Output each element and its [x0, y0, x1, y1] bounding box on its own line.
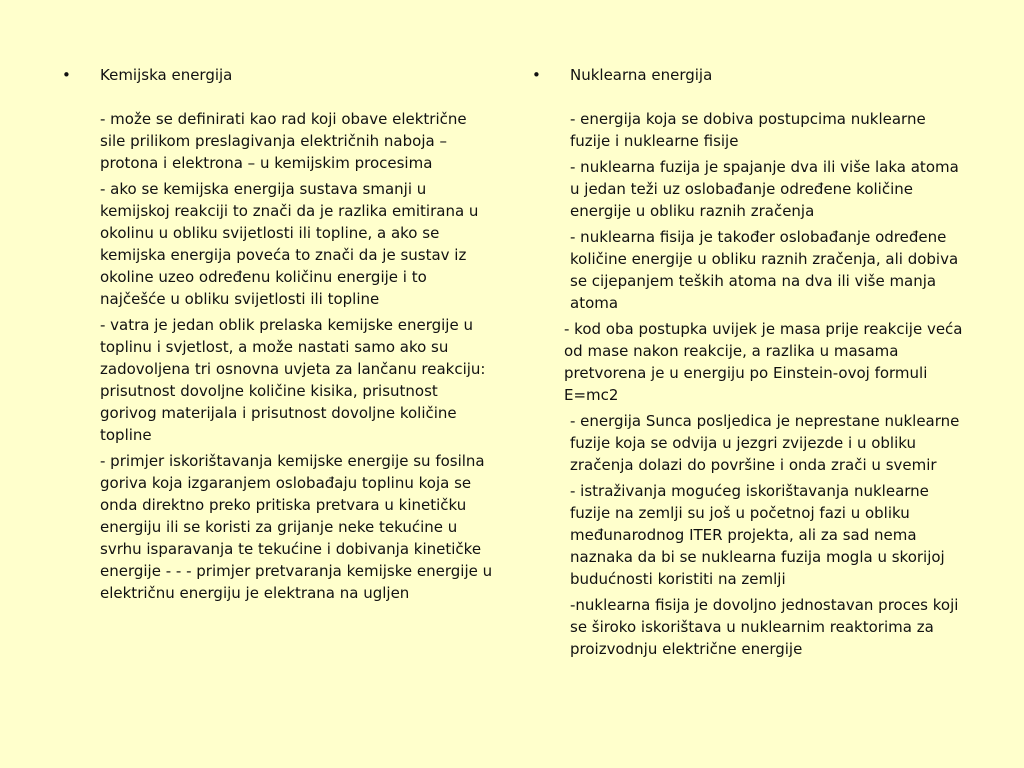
bullet-marker: • [532, 66, 541, 84]
chemical-paragraph-fire: - vatra je jedan oblik prelaska kemijske energije u toplinu i svjetlost, a može nastati samo ako su zadovoljena tri osnovna uvjeta za lančanu reakciju: prisutnost dovoljne količine kisika, prisutnost gorivog materijala i prisutnost dovoljne količine topline [100, 316, 486, 444]
nuclear-paragraph-fusion: - nuklearna fuzija je spajanje dva ili više laka atoma u jedan teži uz oslobađanje određene količine energije u obliku raznih zračenja [570, 158, 959, 220]
bullet-marker: • [62, 66, 71, 84]
chemical-paragraph-definition: - može se definirati kao rad koji obave električne sile prilikom preslagivanja električnih naboja – protona i elektrona – u kemijskim procesima [100, 110, 467, 172]
nuclear-energy-heading: Nuklearna energija [570, 66, 713, 84]
nuclear-paragraph-sun: - energija Sunca posljedica je neprestane nuklearne fuzije koja se odvija u jezgri zvijezde i u obliku zračenja dolazi do površine i onda zrači u svemir [570, 412, 960, 474]
right-column [532, 64, 965, 664]
nuclear-paragraph-reactors: -nuklearna fisija je dovoljno jednostavan proces koji se široko iskorištava u nuklearnim reaktorima za proizvodnju električne energije [570, 596, 959, 658]
chemical-paragraph-reaction: - ako se kemijska energija sustava smanji u kemijskoj reakciji to znači da je razlika emitirana u okolinu u obliku svijetlosti ili topline, a ako se kemijska energija poveća to znači da je sustav iz okoline uzeo određenu količinu energije i to najčešće u obliku svijetlosti ili topline [100, 180, 479, 308]
nuclear-paragraph-fission: - nuklearna fisija je također oslobađanje određene količine energije u obliku raznih zračenja, ali dobiva se cijepanjem teških atoma na dva ili više manja atoma [570, 228, 959, 312]
chemical-paragraph-example: - primjer iskorištavanja kemijske energije su fosilna goriva koja izgaranjem oslobađaju toplinu koja se onda direktno preko pritiska pretvara u kinetičku energiju ili se koristi za grijanje neke tekućine u svrhu isparavanja te tekućine i dobivanja kinetičke energije - - - primjer pretvaranja kemijske energije u električnu energiju je elektrana na ugljen [100, 452, 493, 602]
nuclear-paragraph-definition: - energija koja se dobiva postupcima nuklearne fuzije i nuklearne fisije [570, 110, 926, 150]
chemical-energy-heading: Kemijska energija [100, 66, 233, 84]
nuclear-paragraph-iter: - istraživanja mogućeg iskorištavanja nuklearne fuzije na zemlji su još u početnoj fazi u obliku međunarodnog ITER projekta, ali za sad nema naznaka da bi se nuklearna fuzija mogla u skorijoj budućnosti koristiti na zemlji [570, 482, 945, 588]
nuclear-paragraph-mass: - kod oba postupka uvijek je masa prije reakcije veća od mase nakon reakcije, a razlika u masama pretvorena je u energiju po Einstein-ovoj formuli E=mc2 [564, 320, 963, 404]
left-column [62, 64, 495, 608]
